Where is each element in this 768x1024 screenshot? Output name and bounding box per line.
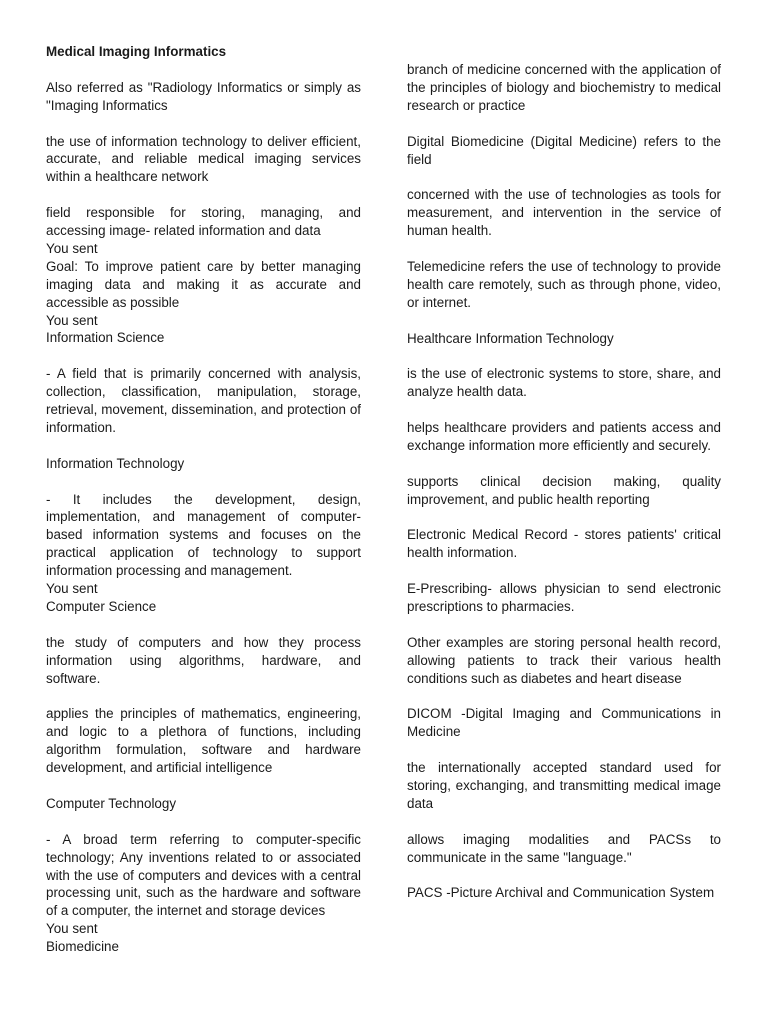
paragraph: Electronic Medical Record - stores patients' critical health information.: [407, 527, 721, 561]
paragraph: is the use of electronic systems to store, share, and analyze health data.: [407, 366, 721, 400]
paragraph: supports clinical decision making, quality improvement, and public health reporting: [407, 473, 721, 507]
paragraph: Information Technology: [46, 455, 185, 471]
paragraph: Goal: To improve patient care by better managing imaging data and making it as accurate and accessible as possible: [46, 258, 361, 310]
paragraph: - A broad term referring to computer-specific technology; Any inventions related to or associated with the use of computers and devices with a central processing unit, such as the hardware and software of a computer, the internet and storage devices: [46, 831, 361, 919]
paragraph: Computer Science: [46, 599, 157, 614]
paragraph: Healthcare Information Technology: [407, 330, 614, 346]
paragraph: Information Science: [46, 330, 165, 346]
paragraph: You sent: [46, 581, 98, 597]
paragraph: the study of computers and how they process information using algorithms, hardware, and software.: [46, 634, 361, 686]
paragraph: Computer Technology: [46, 795, 177, 811]
paragraph: DICOM -Digital Imaging and Communications in Medicine: [407, 706, 721, 740]
paragraph: You sent: [46, 240, 98, 256]
paragraph: the use of information technology to deliver efficient, accurate, and reliable medical imaging services within a healthcare network: [46, 133, 361, 185]
paragraph: branch of medicine concerned with the application of the principles of biology and biochemistry to medical research or practice: [407, 62, 721, 113]
paragraph: Biomedicine: [46, 939, 119, 955]
paragraph: applies the principles of mathematics, engineering, and logic to a plethora of functions, including algorithm formulation, software and hardware development, and artificial intelligence: [46, 706, 361, 776]
paragraph: You sent: [46, 921, 98, 937]
document-title: Medical Imaging Informatics: [46, 44, 227, 59]
paragraph: the internationally accepted standard used for storing, exchanging, and transmitting medical image data: [407, 760, 721, 811]
paragraph: allows imaging modalities and PACSs to communicate in the same "language.": [407, 831, 721, 865]
paragraph: - It includes the development, design, implementation, and management of computer-based information systems and focuses on the practical application of technology to support information processing and management.: [46, 491, 361, 579]
right-column: [407, 61, 721, 902]
paragraph: - A field that is primarily concerned with analysis, collection, classification, manipulation, storage, retrieval, movement, dissemination, and protection of information.: [46, 366, 361, 435]
paragraph: E-Prescribing- allows physician to send electronic prescriptions to pharmacies.: [407, 581, 721, 615]
left-paragraphs: [46, 79, 361, 956]
paragraph: Also referred as "Radiology Informatics or simply as "Imaging Informatics: [46, 79, 361, 113]
right-paragraphs: [407, 61, 721, 902]
paragraph: concerned with the use of technologies as tools for measurement, and intervention in the service of human health.: [407, 187, 721, 239]
paragraph: Other examples are storing personal health record, allowing patients to track their various health conditions such as diabetes and heart disease: [407, 634, 721, 686]
paragraph: Telemedicine refers the use of technology to provide health care remotely, such as through phone, video, or internet.: [407, 258, 721, 310]
left-column: [46, 43, 361, 956]
paragraph: field responsible for storing, managing, and accessing image- related information and data: [46, 205, 361, 239]
paragraph: You sent: [46, 312, 98, 328]
paragraph: PACS -Picture Archival and Communication System: [407, 885, 715, 901]
paragraph: helps healthcare providers and patients access and exchange information more efficiently and securely.: [407, 420, 721, 453]
paragraph: Digital Biomedicine (Digital Medicine) refers to the field: [407, 133, 721, 167]
